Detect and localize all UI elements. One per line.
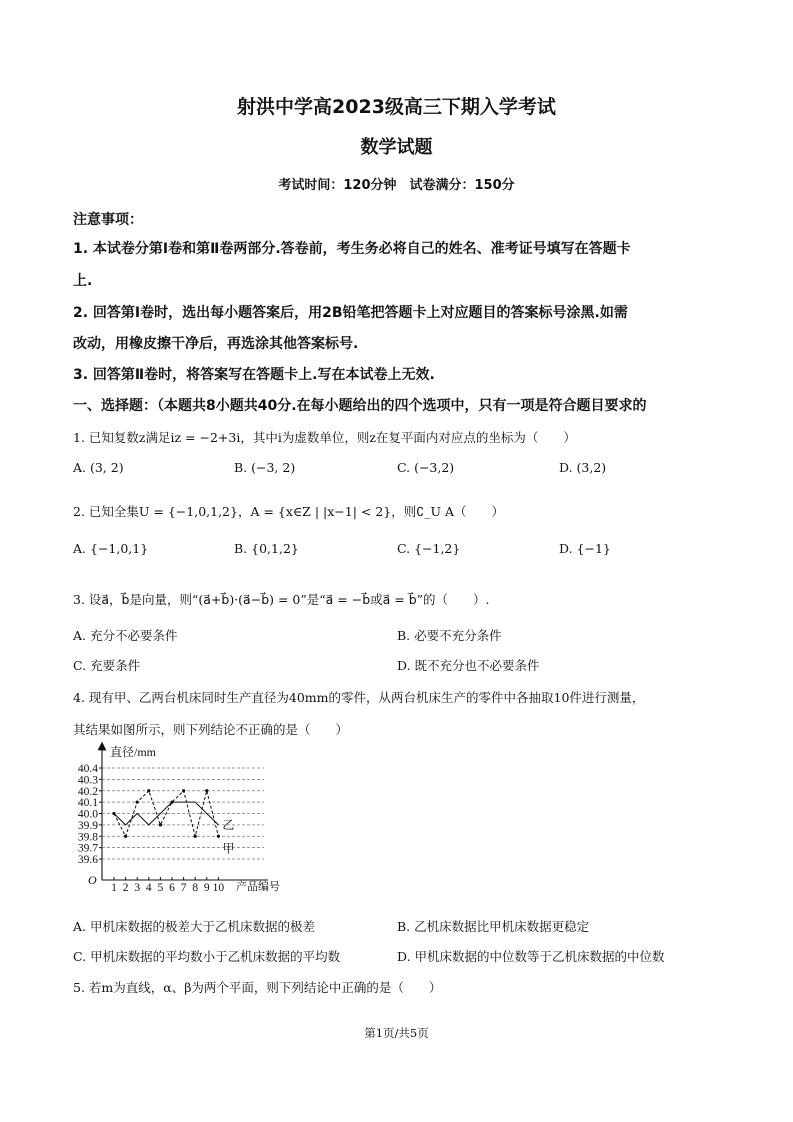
x-tick-label: 6	[169, 882, 175, 894]
question-2-option-a: A. {−1,0,1}	[73, 541, 149, 556]
question-3-stem: 3. 设a⃗，b⃗是向量，则“(a⃗+b⃗)·(a⃗−b⃗) = 0”是“a⃗ = −b⃗或a⃗ = b⃗”的（ ）.	[73, 592, 490, 607]
question-3-option-d: D. 既不充分也不必要条件	[397, 658, 540, 673]
question-4-option-d: D. 甲机床数据的中位数等于乙机床数据的中位数	[397, 949, 665, 964]
x-tick-label: 1	[111, 882, 117, 894]
question-2-stem: 2. 已知全集U = {−1,0,1,2}，A = {x∈Z | |x−1| < 2}，则∁_U A（ ）	[73, 504, 504, 519]
x-tick-label: 8	[192, 882, 199, 894]
question-1-stem: 1. 已知复数z满足iz = −2+3i，其中i为虚数单位，则z在复平面内对应点的坐标为（ ）	[73, 430, 576, 445]
x-tick-label: 9	[203, 882, 210, 894]
origin-label: O	[88, 873, 97, 887]
question-2-option-d: D. {−1}	[559, 541, 611, 556]
notice-item-1: 1. 本试卷分第Ⅰ卷和第Ⅱ卷两部分.答卷前，考生务必将自己的姓名、准考证号填写在答题卡	[73, 241, 631, 257]
y-tick-label: 40.0	[77, 808, 98, 821]
section-heading: 一、选择题：（本题共8小题共40分.在每小题给出的四个选项中，只有一项是符合题目要求的	[73, 398, 647, 414]
notice-heading: 注意事项：	[73, 212, 143, 228]
x-tick-label: 7	[180, 882, 187, 894]
series-point	[217, 835, 220, 838]
question-1-option-c: C. (−3,2)	[397, 460, 455, 475]
notice-item-2-cont: 改动，用橡皮擦干净后，再选涂其他答案标号.	[73, 336, 359, 352]
question-4-option-c: C. 甲机床数据的平均数小于乙机床数据的平均数	[73, 949, 341, 964]
series-point	[124, 835, 127, 838]
y-axis-label: 直径/mm	[110, 745, 157, 759]
x-axis-label: 产品编号	[236, 881, 280, 893]
exam-title: 射洪中学高2023级高三下期入学考试	[237, 96, 556, 118]
notice-item-1-cont: 上.	[73, 273, 93, 289]
series-label: 甲	[222, 841, 235, 856]
question-3-option-a: A. 充分不必要条件	[73, 628, 178, 643]
y-tick-label: 40.2	[77, 785, 98, 798]
y-tick-label: 39.8	[77, 831, 98, 844]
series-point	[205, 789, 208, 792]
question-5-stem: 5. 若m为直线，α、β为两个平面，则下列结论中正确的是（ ）	[73, 980, 442, 995]
question-1-option-a: A. (3, 2)	[73, 460, 124, 475]
y-tick-label: 40.1	[77, 797, 98, 810]
question-4-stem: 4. 现有甲、乙两台机床同时生产直径为40mm的零件，从两台机床生产的零件中各抽取10件进行测量，	[73, 690, 645, 705]
x-tick-label: 2	[122, 882, 129, 894]
question-3-option-b: B. 必要不充分条件	[397, 628, 502, 643]
notice-item-3: 3. 回答第Ⅱ卷时，将答案写在答题卡上.写在本试卷上无效.	[73, 367, 435, 383]
question-4-stem-cont: 其结果如图所示，则下列结论不正确的是（ ）	[73, 722, 349, 737]
y-tick-label: 39.7	[77, 842, 98, 855]
subject-title: 数学试题	[360, 137, 433, 158]
series-point	[159, 823, 162, 826]
y-tick-label: 39.9	[77, 819, 98, 832]
y-tick-label: 39.6	[77, 854, 98, 866]
x-tick-label: 3	[134, 882, 141, 894]
question-2-option-c: C. {−1,2}	[397, 541, 461, 556]
series-label: 乙	[222, 817, 235, 832]
x-tick-label: 5	[157, 882, 164, 894]
exam-info: 考试时间：120分钟 试卷满分：150分	[278, 178, 515, 193]
question-1-option-b: B. (−3, 2)	[234, 460, 296, 475]
notice-item-2: 2. 回答第Ⅰ卷时，选出每小题答案后，用2B铅笔把答题卡上对应题目的答案标号涂黑.如需	[73, 305, 628, 321]
question-4-option-a: A. 甲机床数据的极差大于乙机床数据的极差	[73, 919, 315, 934]
series-point	[194, 835, 197, 838]
question-4-option-b: B. 乙机床数据比甲机床数据更稳定	[397, 919, 590, 934]
y-tick-label: 40.3	[77, 774, 98, 787]
series-point	[182, 789, 185, 792]
series-point	[147, 789, 150, 792]
page-footer: 第1页/共5页	[364, 1026, 429, 1040]
question-2-option-b: B. {0,1,2}	[234, 541, 299, 556]
question-3-option-c: C. 充要条件	[73, 658, 141, 673]
series-point	[136, 801, 139, 804]
y-tick-label: 40.4	[77, 763, 98, 775]
x-tick-label: 4	[145, 882, 152, 894]
x-tick-label: 10	[212, 882, 225, 894]
diameter-line-chart	[68, 740, 318, 898]
question-1-option-d: D. (3,2)	[559, 460, 607, 475]
